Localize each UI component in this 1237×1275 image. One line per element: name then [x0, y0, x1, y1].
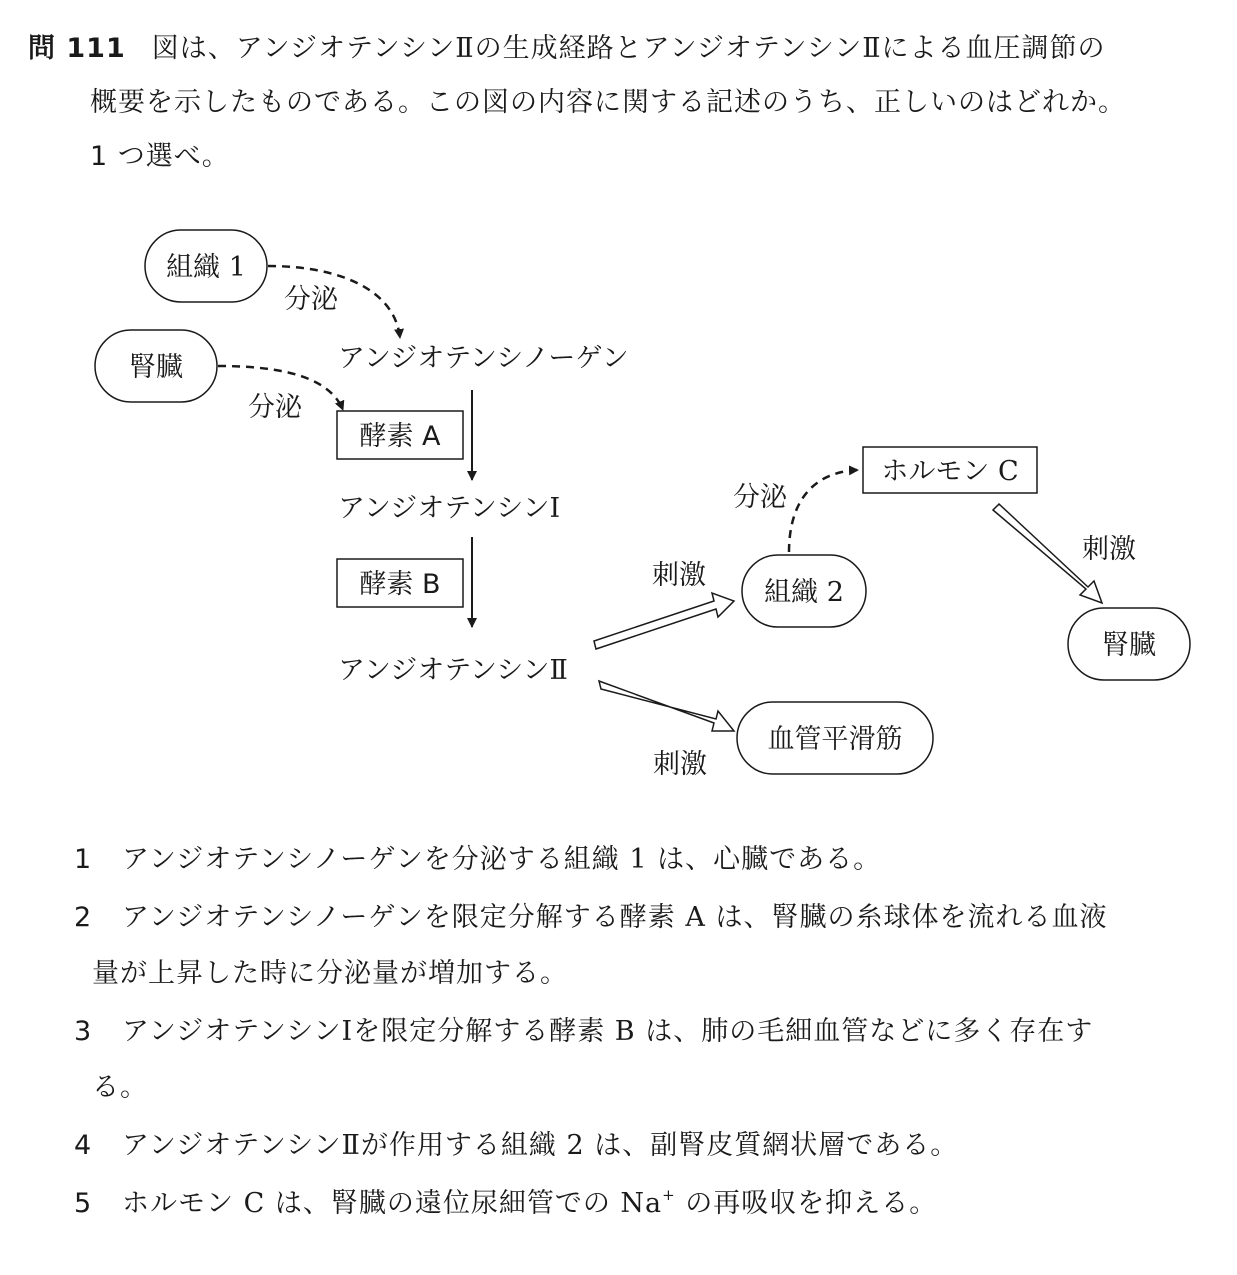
angiotensinogen-label: アンジオテンシノーゲン	[338, 343, 629, 374]
choice-text: アンジオテンシンⅠを限定分解する酵素 B は、肺の毛細血管などに多く存在す る。	[92, 1016, 1094, 1103]
secrete-label-1: 分泌	[284, 284, 338, 315]
choice-text: アンジオテンシノーゲンを分泌する組織 1 は、心臓である。	[122, 844, 882, 875]
choice-text: アンジオテンシンⅡが作用する組織 2 は、副腎皮質網状層である。	[122, 1130, 959, 1161]
question-line-2: 概要を示したものである。この図の内容に関する記述のうち、正しいのはどれか。	[90, 87, 1126, 118]
choice-text: アンジオテンシノーゲンを限定分解する酵素 A は、腎臓の糸球体を流れる血液 量が上昇した時に分泌量が増加する。	[92, 902, 1108, 989]
choice-5[interactable]	[74, 1176, 1204, 1232]
angiotensin1-label: アンジオテンシンⅠ	[338, 493, 561, 524]
enzymeB-label: 酵素 B	[359, 569, 441, 600]
question-line-1: 問 111 図は、アンジオテンシンⅡの生成経路とアンジオテンシンⅡによる血圧調節の	[28, 33, 1106, 64]
hollow-arrow-to-tissue2	[594, 593, 734, 649]
stimulus-label-2: 刺激	[653, 749, 707, 780]
choice-number: 4	[74, 1130, 93, 1161]
choice-1[interactable]	[74, 832, 1204, 888]
tissue2-node	[742, 555, 866, 627]
tissue1-node	[145, 230, 267, 302]
kidney2-node	[1068, 608, 1190, 680]
enzymeA-label: 酵素 A	[359, 421, 441, 452]
tissue2-label: 組織 2	[764, 577, 844, 608]
answer-choices	[74, 832, 1204, 1234]
secrete-label-3: 分泌	[733, 482, 787, 513]
stimulus-label-3: 刺激	[1082, 534, 1136, 565]
tissue1-label: 組織 1	[166, 252, 246, 283]
angiotensin2-label: アンジオテンシンⅡ	[338, 655, 568, 686]
secrete-label-2: 分泌	[248, 392, 302, 423]
kidney1-label: 腎臓	[129, 352, 183, 383]
choice-number: 2	[74, 902, 93, 933]
hollow-arrow-to-smooth-muscle	[599, 681, 734, 731]
choice-number: 3	[74, 1016, 93, 1047]
choice-2[interactable]	[74, 890, 1204, 1002]
stimulus-label-1: 刺激	[652, 560, 706, 591]
kidney1-node	[95, 330, 217, 402]
kidney2-label: 腎臓	[1102, 630, 1156, 661]
question-number: 問 111	[28, 33, 126, 64]
smooth-muscle-node	[737, 702, 933, 774]
smooth-muscle-label: 血管平滑筋	[767, 724, 903, 755]
choice-number: 5	[74, 1188, 93, 1219]
dashed-arrow-tissue2	[789, 470, 858, 552]
question-line-3: 1 つ選べ。	[90, 141, 230, 172]
choice-text: ホルモン C は、腎臓の遠位尿細管での Na+ の再吸収を抑える。	[122, 1186, 938, 1219]
choice-number: 1	[74, 844, 93, 875]
choice-4[interactable]	[74, 1118, 1204, 1174]
choice-3[interactable]	[74, 1004, 1204, 1116]
hormoneC-label: ホルモン C	[881, 456, 1019, 487]
